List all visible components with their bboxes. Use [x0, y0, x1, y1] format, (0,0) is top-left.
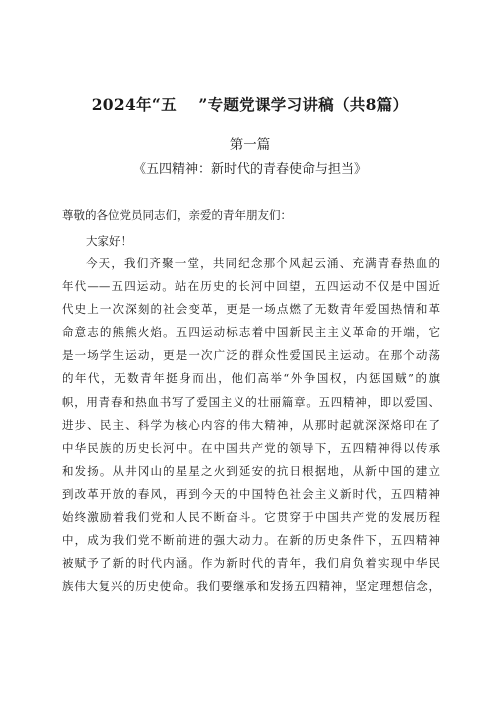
body-line: 和发扬。从井冈山的星星之火到延安的抗日根据地，从新中国的建立 [62, 463, 440, 478]
body-line: 始终激励着我们党和人民不断奋斗。它贯穿于中国共产党的发展历程 [62, 510, 440, 525]
body-line: 是一场学生运动，更是一次广泛的群众性爱国民主运动。在那个动荡 [62, 348, 440, 363]
speech-subtitle: 《五四精神：新时代的青春使命与担当》 [132, 162, 367, 177]
body-line: 族伟大复兴的历史使命。我们要继承和发扬五四精神，坚定理想信念， [62, 579, 440, 594]
body-line: 的年代，无数青年挺身而出，他们高举“外争国权，内惩国贼”的旗 [62, 371, 440, 386]
salutation-line: 尊敬的各位党员同志们，亲爱的青年朋友们： [62, 208, 292, 222]
greeting-line: 大家好！ [86, 234, 132, 248]
body-line: 年代——五四运动。站在历史的长河中回望，五四运动不仅是中国近 [62, 279, 440, 294]
body-paragraph [62, 252, 440, 598]
body-line: 中，成为我们党不断前进的强大动力。在新的历史条件下，五四精神 [62, 533, 440, 548]
body-line: 代史上一次深刻的社会变革，更是一场点燃了无数青年爱国热情和革 [62, 302, 440, 317]
body-line: 帜，用青春和热血书写了爱国主义的壮丽篇章。五四精神，即以爱国、 [62, 394, 440, 409]
part-label: 第一篇 [229, 137, 271, 153]
body-line: 中华民族的历史长河中。在中国共产党的领导下，五四精神得以传承 [62, 440, 440, 455]
document-title: 2024年“五 ”专题党课学习讲稿（共8篇） [91, 95, 409, 114]
body-line: 今天，我们齐聚一堂，共同纪念那个风起云涌、充满青春热血的 [86, 256, 440, 270]
body-line: 被赋予了新的时代内涵。作为新时代的青年，我们肩负着实现中华民 [62, 556, 440, 571]
body-line: 进步、民主、科学为核心内容的伟大精神，从那时起就深深烙印在了 [62, 417, 440, 432]
body-line: 到改革开放的春风，再到今天的中国特色社会主义新时代，五四精神 [62, 486, 440, 501]
body-line: 命意志的熊熊火焰。五四运动标志着中国新民主主义革命的开端，它 [62, 325, 440, 340]
